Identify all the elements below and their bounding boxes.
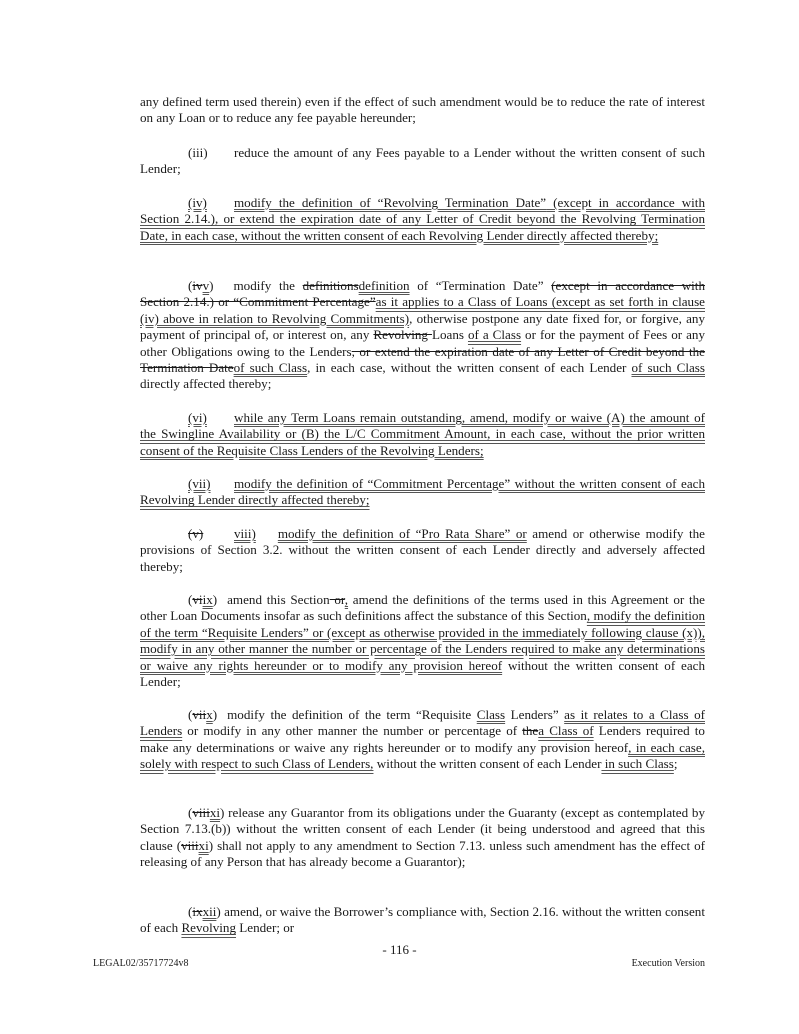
text: Loans xyxy=(431,327,468,343)
inserted-text: as it applies to a Class of Loans (except as set forth in clause (iv) above in relation to Revolving Commitments) xyxy=(140,294,705,326)
deleted-text: viii xyxy=(181,837,199,853)
text: or modify in any other manner the number or percentage of xyxy=(182,723,523,739)
text: ; xyxy=(673,756,678,772)
clause-number xyxy=(188,278,213,294)
deleted-text: viii xyxy=(192,805,210,820)
deleted-text: vi xyxy=(192,592,203,607)
deleted-text: Revolving xyxy=(373,327,432,343)
text: ) shall not apply to any amendment to Section 7.13. unless such amendment has the effect of releasing of any Person that has already become a Guarantor); xyxy=(140,837,706,870)
paren: ( xyxy=(188,278,193,293)
inserted-text: of such Class xyxy=(631,360,705,376)
clause-number xyxy=(188,707,217,723)
inserted-text: , modify the definition of the term “Requisite Lenders” or (except as otherwise provided in the immediately following clause (x)), modify in any other manner the number or percentage of the Lenders required to make any determinations or waive any rights hereunder or to modify any provision hereof xyxy=(140,608,706,673)
inserted-text: of a Class xyxy=(467,327,522,343)
inserted-text: modify the definition of “Revolving Termination Date” xyxy=(234,195,547,210)
deleted-text: , or extend the expiration date of any Letter of Credit beyond the Termination Date xyxy=(140,343,705,376)
text: Lender; or xyxy=(236,920,295,936)
inserted-text: while any Term Loans remain outstanding, amend, modify or waive (A) the amount of the Swingline Availability or (B) the L/C Commitment Amount, in each case, without the prior written consent of the Requisite Class Lenders of the Revolving Lenders; xyxy=(140,410,705,458)
deleted-text: (except in accordance with Section 2.14.) or “Commitment Percentage” xyxy=(140,278,705,310)
deleted-text: the xyxy=(522,723,539,739)
inserted-text: Class xyxy=(476,707,506,722)
paren: ) xyxy=(212,707,218,722)
deleted-text: vii xyxy=(192,707,207,722)
paren: ( xyxy=(188,707,193,722)
text: reduce the amount of any Fees payable to a Lender without the written consent of such Lender; xyxy=(140,145,705,177)
inserted-text: Revolving xyxy=(181,920,236,936)
text: or for the payment of Fees or any other Obligations owing to the Lenders xyxy=(140,327,706,359)
paren: ( xyxy=(188,805,193,820)
text: Lenders” xyxy=(505,707,565,722)
inserted-text: viii) xyxy=(234,526,256,541)
paren: ) xyxy=(212,592,218,607)
inserted-text: (except in accordance with Section 2.14.), or extend the expiration date of any Letter of Credit beyond the Revolving Termination Date, in each case, without the written consent of each Revolving Lender directly affected thereby; xyxy=(140,195,705,243)
inserted-text: v xyxy=(202,278,210,293)
text: , otherwise postpone any date fixed for, or forgive, any payment of principal of, or interest on, any xyxy=(140,310,705,343)
inserted-text: modify the definition of “Commitment Percentage” without the written consent of each Revolving Lender directly affected thereby; xyxy=(140,476,705,508)
inserted-text: , xyxy=(344,592,349,607)
inserted-text: definition xyxy=(358,278,410,293)
inserted-text: in such Class xyxy=(601,756,674,772)
text: any defined term used therein) even if the effect of such amendment would be to reduce the rate of interest on any Loan or to reduce any fee payable hereunder; xyxy=(140,94,705,126)
clause-number xyxy=(188,805,224,821)
clause-iv xyxy=(140,195,705,244)
text: amend the definitions of the terms used in this Agreement or the other Loan Documents insofar as such definitions affect the substance of this Section xyxy=(140,592,705,624)
text: directly affected thereby; xyxy=(140,376,272,392)
paren: ) xyxy=(209,278,214,293)
text: modify the definition of the term “Requisite xyxy=(227,707,477,722)
clause-v xyxy=(140,278,705,393)
deleted-text: (v) xyxy=(188,526,204,541)
inserted-text: x xyxy=(206,707,213,722)
clause-vi xyxy=(140,410,705,459)
deleted-text: iv xyxy=(192,278,203,293)
text: modify the xyxy=(233,278,303,293)
clause-viii xyxy=(140,526,705,575)
inserted-text: , in each case, solely with respect to such Class of Lenders, xyxy=(140,739,705,772)
clause-x xyxy=(140,707,705,773)
clause-iii xyxy=(140,145,705,178)
deleted-text: or xyxy=(329,592,345,607)
clause-number xyxy=(188,904,221,920)
text: without the written consent of each Lender xyxy=(373,756,602,772)
text: without the written consent of each Lender; xyxy=(140,657,705,690)
clause-number xyxy=(188,526,234,542)
clause-number: (vii) xyxy=(188,476,211,491)
deleted-text: definitions xyxy=(302,278,359,293)
text: amend this Section xyxy=(227,592,330,607)
page-number: - 116 - xyxy=(382,942,417,957)
clause-ix xyxy=(140,592,705,690)
text: amend or otherwise modify the provisions of Section 3.2. without the written consent of each Lender directly and adversely affected thereby; xyxy=(140,526,705,574)
clause-xi xyxy=(140,805,705,871)
clause-number: (iii) xyxy=(188,145,208,160)
paren: ) xyxy=(220,805,225,820)
paren: ( xyxy=(188,592,193,607)
clause-xii xyxy=(140,904,705,937)
inserted-text: of such Class xyxy=(233,360,308,376)
inserted-text: as it relates to a Class of Lenders xyxy=(140,707,705,739)
inserted-text: ix xyxy=(202,592,213,607)
text: release any Guarantor from its obligations under the Guaranty (except as contemplated by Section 7.13.(b)) without the written consent of each Lender (it being understood and agreed that this clause ( xyxy=(140,805,705,853)
paren: ( xyxy=(188,904,193,919)
clause-number xyxy=(188,592,217,608)
text: amend, or waive the Borrower’s compliance with, Section 2.16. without the written consent of each xyxy=(140,904,705,936)
inserted-text: xi xyxy=(209,805,221,820)
clause-number: (vi) xyxy=(188,410,207,425)
paragraph-continuation xyxy=(140,94,705,127)
inserted-text: xi xyxy=(198,837,209,853)
clause-number: (iv) xyxy=(188,195,207,210)
clause-vii xyxy=(140,476,705,509)
inserted-text: xii xyxy=(202,904,217,919)
version-label: Execution Version xyxy=(631,958,705,969)
text: , in each case, without the written consent of each Lender xyxy=(307,360,632,376)
inserted-text: modify the definition of “Pro Rata Share” or xyxy=(277,526,527,541)
text: Lenders required to make any determinations or waive any rights hereunder or to modify any provision hereof xyxy=(140,723,705,755)
paren: ) xyxy=(216,904,221,919)
deleted-text: ix xyxy=(192,904,203,919)
inserted-text: a Class of xyxy=(538,723,594,739)
document-id: LEGAL02/35717724v8 xyxy=(93,958,189,969)
text: of “Termination Date” xyxy=(409,278,552,293)
